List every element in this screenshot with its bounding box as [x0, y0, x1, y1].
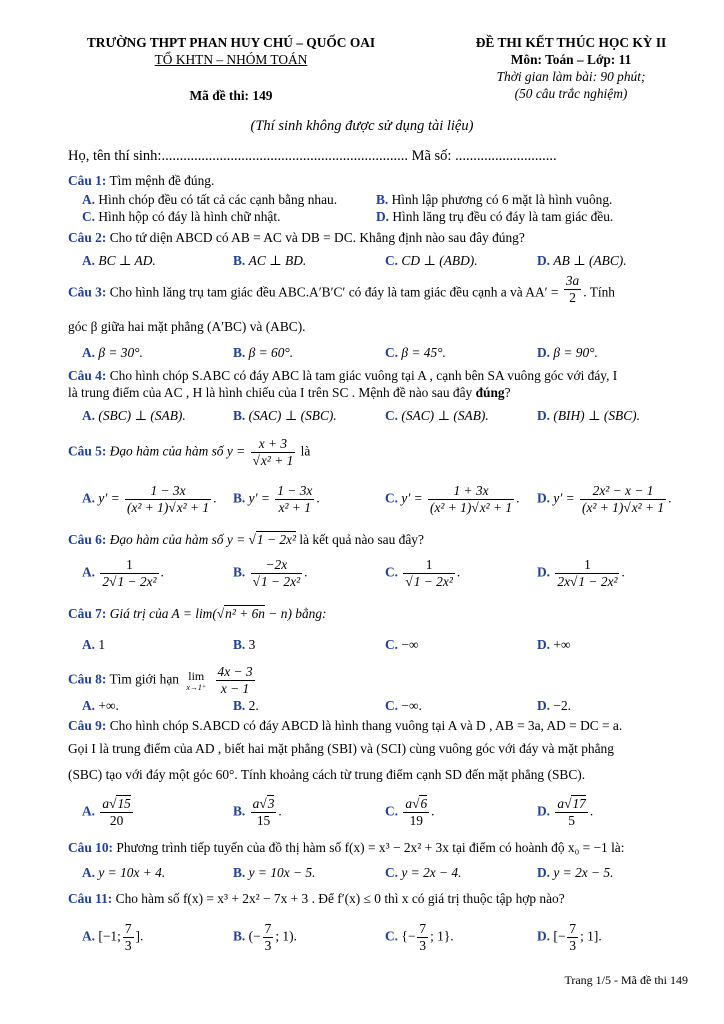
school-name: TRƯỜNG THPT PHAN HUY CHÚ – QUỐC OAI [86, 35, 376, 50]
option-b: B. AC ⊥ BD. [233, 253, 307, 268]
question-4: Câu 4: Cho hình chóp S.ABC có đáy ABC là tam giác vuông tại A , cạnh bên SA vuông góc với đáy, I [68, 368, 618, 383]
option-c: C. $\frac{1}{\text{√1 − 2x²}}$ . [385, 557, 461, 589]
option-c: C. Hình hộp có đáy là hình chữ nhật. [82, 209, 281, 224]
exam-time: Thời gian làm bài: 90 phút; [496, 69, 646, 84]
option-b: B. Hình lập phương có 6 mặt là hình vuông. [376, 192, 613, 207]
school-block [66, 34, 396, 104]
option-b: B. β = 60°. [233, 345, 294, 360]
option-c: C. −∞ [385, 637, 419, 652]
option-a: A. 1 [82, 637, 106, 652]
option-a: A. Hình chóp đều có tất cả các cạnh bằng nhau. [82, 192, 338, 207]
option-a: A. β = 30°. [82, 345, 143, 360]
option-b: B. y′ = $\frac{1 - 3x}{\text{x² + 1}}$ . [233, 483, 320, 515]
option-c: C. CD ⊥ (ABD). [385, 253, 478, 268]
option-c: C. −∞. [385, 698, 422, 713]
option-c: C. (SAC) ⊥ (SAB). [385, 408, 489, 423]
option-a: A. +∞. [82, 698, 119, 713]
option-b: B. 2. [233, 698, 259, 713]
question-8: Câu 8: Tìm giới hạn lim x→1⁺ $\frac{4x - 3}{x - 1}$ [68, 664, 253, 696]
question-3-line2: góc β giữa hai mặt phẳng (A′BC) và (ABC). [68, 319, 306, 334]
question-11: Câu 11: Cho hàm số f(x) = x³ + 2x² − 7x + 3 . Để f′(x) ≤ 0 thì x có giá trị thuộc tập hợp nào? [68, 891, 565, 906]
option-a: A. y′ = $\frac{1 - 3x}{\text{(x² + 1)√x² + 1}}$ . [82, 483, 217, 515]
option-d: D. Hình lăng trụ đều có đáy là tam giác đều. [376, 209, 614, 224]
question-3: Câu 3: Cho hình lăng trụ tam giác đều ABC.A′B′C′ có đáy là tam giác đều cạnh a và AA′ = $\frac{3a}{2}$ . Tính [68, 273, 615, 305]
option-a: A. $\frac{1}{\text{2√1 − 2x²}}$ . [82, 557, 164, 589]
option-b: B. (− $\frac{7}{3}$ ; 1). [233, 921, 297, 953]
option-b: B. $\frac{a√3}{15}$ . [233, 796, 282, 828]
option-d: D. $\frac{a√17}{5}$ . [537, 796, 594, 828]
exam-count: (50 câu trắc nghiệm) [514, 86, 628, 101]
exam-code: Mã đề thi: 149 [189, 88, 273, 103]
option-d: D. y′ = $\frac{\text{2x² − x − 1}}{\text{(x² + 1)√x² + 1}}$ . [537, 483, 672, 515]
question-7: Câu 7: Giá trị của A = lim(√n² + 6n − n) bằng: [68, 606, 327, 621]
question-2: Câu 2: Cho tứ diện ABCD có AB = AC và DB = DC. Khẳng định nào sau đây đúng? [68, 230, 525, 245]
exam-header [66, 34, 684, 104]
option-c: C. {− $\frac{7}{3}$ ; 1}. [385, 921, 454, 953]
no-materials-note: (Thí sinh không được sử dụng tài liệu) [250, 118, 474, 134]
option-a: A. BC ⊥ AD. [82, 253, 156, 268]
group-name: TỔ KHTN – NHÓM TOÁN [154, 52, 308, 67]
option-d: D. y = 2x − 5. [537, 865, 614, 880]
option-c: C. β = 45°. [385, 345, 446, 360]
exam-subject: Môn: Toán – Lớp: 11 [510, 52, 632, 67]
question-6: Câu 6: Đạo hàm của hàm số y = √1 − 2x² là kết quả nào sau đây? [68, 532, 424, 547]
option-d: D. (BIH) ⊥ (SBC). [537, 408, 640, 423]
question-10: Câu 10: Phương trình tiếp tuyến của đồ thị hàm số f(x) = x³ − 2x² + 3x tại điểm có hoành độ x₀ = −1 là: [68, 840, 625, 855]
question-text: Cho tứ diện ABCD có AB = AC và DB = DC. Khẳng định nào sau đây đúng? [109, 230, 525, 245]
question-label: Câu 1: [68, 173, 107, 188]
question-9-line3: (SBC) tạo với đáy một góc 60°. Tính khoảng cách từ trung điểm cạnh SD đến mặt phẳng (SBC). [68, 767, 586, 782]
exam-title: ĐỀ THI KẾT THÚC HỌC KỲ II [475, 35, 667, 50]
question-5: Câu 5: Đạo hàm của hàm số y = $\frac{x + 3}{\text{√x² + 1}}$ là [68, 436, 311, 468]
option-b: B. (SAC) ⊥ (SBC). [233, 408, 337, 423]
option-d: D. −2. [537, 698, 571, 713]
candidate-line: Họ, tên thí sinh:.................................................................... Mã số: ............................ [68, 148, 557, 164]
option-a: A. y = 10x + 4. [82, 865, 166, 880]
option-a: A. (SBC) ⊥ (SAB). [82, 408, 186, 423]
question-text: Tìm mệnh đề đúng. [109, 173, 215, 188]
option-c: C. y = 2x − 4. [385, 865, 462, 880]
option-a: A. $\frac{a√15}{20}$ [82, 796, 131, 828]
page-footer: Trang 1/5 - Mã đề thi 149 [564, 973, 688, 987]
option-d: D. AB ⊥ (ABC). [537, 253, 627, 268]
option-b: B. y = 10x − 5. [233, 865, 316, 880]
question-9-line2: Gọi I là trung điểm của AD , biết hai mặt phẳng (SBI) và (SCI) cùng vuông góc với đáy và mặt phẳng [68, 741, 614, 756]
option-d: D. β = 90°. [537, 345, 598, 360]
option-c: C. y′ = $\frac{1 + 3x}{\text{(x² + 1)√x² + 1}}$ . [385, 483, 520, 515]
exam-info-block [426, 34, 716, 102]
option-d: D. $\frac{1}{\text{2x√1 − 2x²}}$ . [537, 557, 625, 589]
option-d: D. [− $\frac{7}{3}$ ; 1]. [537, 921, 602, 953]
option-a: A. [−1; $\frac{7}{3}$ ]. [82, 921, 144, 953]
question-4-line2: là trung điểm của AC , H là hình chiếu của I trên SC . Mệnh đề nào sau đây đúng? [68, 385, 511, 400]
option-d: D. +∞ [537, 637, 571, 652]
option-b: B. 3 [233, 637, 256, 652]
option-b: B. $\frac{-2x}{\text{√1 − 2x²}}$ . [233, 557, 308, 589]
option-c: C. $\frac{a√6}{19}$ . [385, 796, 435, 828]
question-9: Câu 9: Cho hình chóp S.ABCD có đáy ABCD là hình thang vuông tại A và D , AB = 3a, AD = DC = a. [68, 718, 623, 733]
question-1 [68, 172, 686, 190]
